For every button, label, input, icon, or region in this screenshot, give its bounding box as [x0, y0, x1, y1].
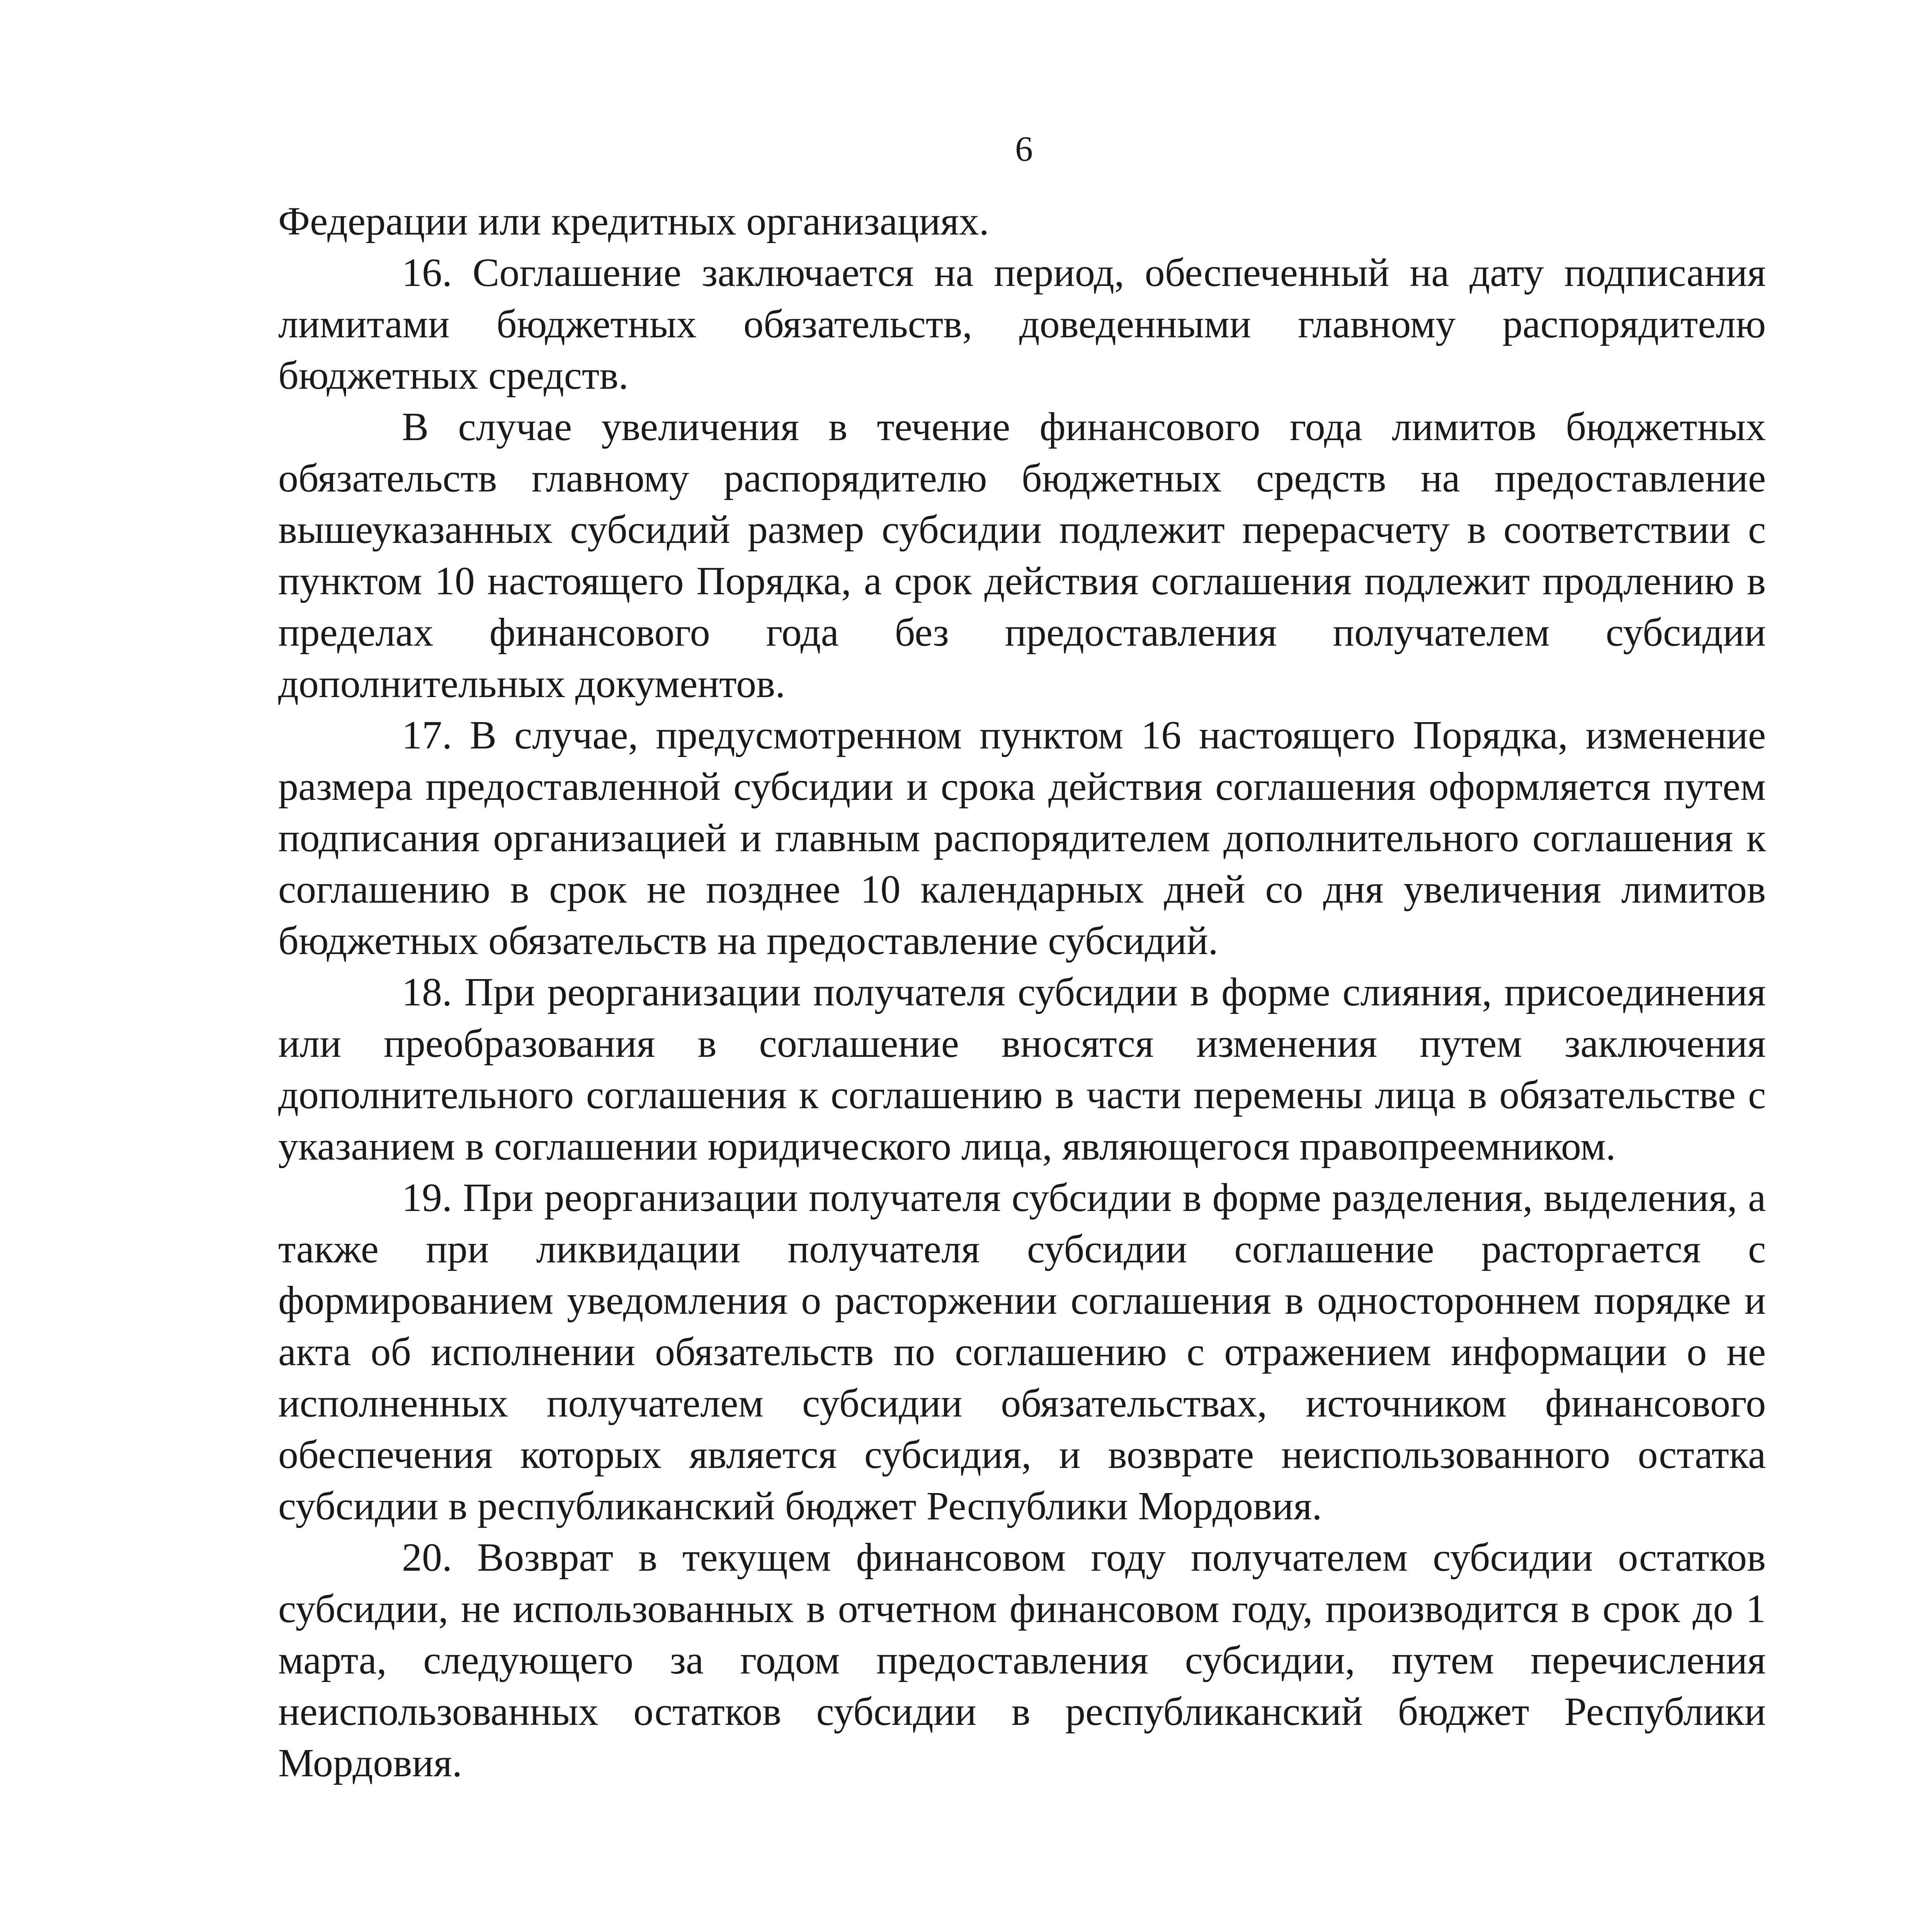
- paragraph-19: 19. При реорганизации получателя субсидии в форме разделения, выделения, а также при ликвидации получателя субсидии соглашение расторгается с формированием уведомления о расторжении соглашения в одностороннем порядке и акта об исполнении обязательств по соглашению с отражением информации о не исполненных получателем субсидии обязательствах, источником финансового обеспечения которых является субсидия, и возврате неиспользованного остатка субсидии в республиканский бюджет Республики Мордовия.: [278, 1175, 1766, 1528]
- paragraph-20: 20. Возврат в текущем финансовом году получателем субсидии остатков субсидии, не использованных в отчетном финансовом году, производится в срок до 1 марта, следующего за годом предоставления субсидии, путем перечисления неиспользованных остатков субсидии в республиканский бюджет Республики Мордовия.: [278, 1535, 1766, 1785]
- document-body: [278, 196, 1766, 1789]
- paragraph-17: 17. В случае, предусмотренном пунктом 16 настоящего Порядка, изменение размера предоставленной субсидии и срока действия соглашения оформляется путем подписания организацией и главным распорядителем дополнительного соглашения к соглашению в срок не позднее 10 календарных дней со дня увеличения лимитов бюджетных обязательств на предоставление субсидий.: [278, 713, 1766, 963]
- paragraph-16-limits-increase: В случае увеличения в течение финансового года лимитов бюджетных обязательств главному распорядителю бюджетных средств на предоставление вышеуказанных субсидий размер субсидии подлежит перерасчету в соответствии с пунктом 10 настоящего Порядка, а срок действия соглашения подлежит продлению в пределах финансового года без предоставления получателем субсидии дополнительных документов.: [278, 405, 1766, 706]
- paragraph-16: 16. Соглашение заключается на период, обеспеченный на дату подписания лимитами бюджетных обязательств, доведенными главному распорядителю бюджетных средств.: [278, 250, 1766, 398]
- page-number: 6: [1015, 129, 1033, 168]
- paragraph-continuation: Федерации или кредитных организациях.: [278, 199, 989, 243]
- paragraph-18: 18. При реорганизации получателя субсидии в форме слияния, присоединения или преобразования в соглашение вносятся изменения путем заключения дополнительного соглашения к соглашению в части перемены лица в обязательстве с указанием в соглашении юридического лица, являющегося правопреемником.: [278, 970, 1766, 1168]
